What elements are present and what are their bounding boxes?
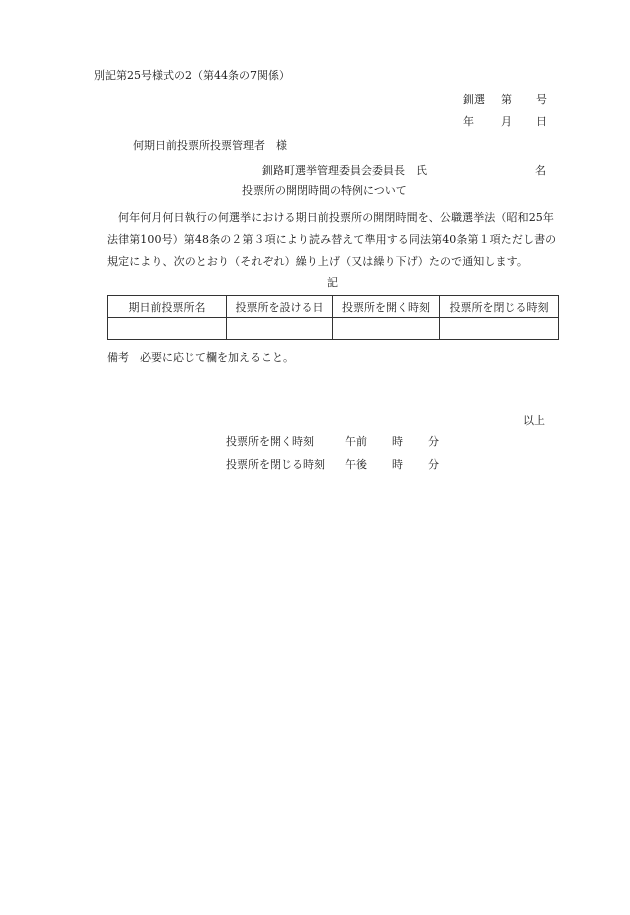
open-time-label: 投票所を開く時刻 (226, 435, 314, 448)
table-row (108, 318, 559, 340)
table-header-cell: 投票所を開く時刻 (333, 296, 440, 318)
open-time-minute: 分 (428, 435, 439, 448)
schedule-table (107, 295, 559, 340)
remark-note: 備考 必要に応じて欄を加えること。 (107, 351, 294, 364)
doc-number-go: 号 (536, 93, 547, 106)
date-year: 年 (463, 115, 474, 128)
form-reference: 別記第25号様式の2（第44条の7関係） (94, 69, 290, 82)
doc-number-dai: 第 (501, 93, 512, 106)
table-header-cell: 投票所を閉じる時刻 (440, 296, 559, 318)
table-cell (333, 318, 440, 340)
sender-title: 釧路町選挙管理委員会委員長 氏 (262, 164, 427, 177)
table-cell (108, 318, 227, 340)
closing-ijo: 以上 (523, 414, 545, 427)
date-month: 月 (501, 115, 512, 128)
open-time-period: 午前 (345, 435, 367, 448)
table-cell (440, 318, 559, 340)
close-time-label: 投票所を閉じる時刻 (226, 458, 325, 471)
close-time-period: 午後 (345, 458, 367, 471)
close-time-minute: 分 (428, 458, 439, 471)
table-header-row (108, 296, 559, 318)
sender-name: 名 (535, 164, 546, 177)
ki-heading: 記 (327, 276, 338, 289)
open-time-hour: 時 (392, 435, 403, 448)
body-paragraph: 何年何月何日執行の何選挙における期日前投票所の開閉時間を、公職選挙法（昭和25年法律第100号）第48条の２第３項により読み替えて準用する同法第40条第１項ただし書の規定により、次のとおり（それぞれ）繰り上げ（又は繰り下げ）たので通知します。 (107, 211, 557, 268)
table-header-cell: 期日前投票所名 (108, 296, 227, 318)
doc-number-prefix: 釧選 (463, 93, 485, 106)
subject-title: 投票所の開閉時間の特例について (242, 184, 407, 197)
close-time-hour: 時 (392, 458, 403, 471)
table-header-cell: 投票所を設ける日 (227, 296, 333, 318)
addressee: 何期日前投票所投票管理者 様 (133, 139, 287, 152)
date-day: 日 (536, 115, 547, 128)
table-cell (227, 318, 333, 340)
